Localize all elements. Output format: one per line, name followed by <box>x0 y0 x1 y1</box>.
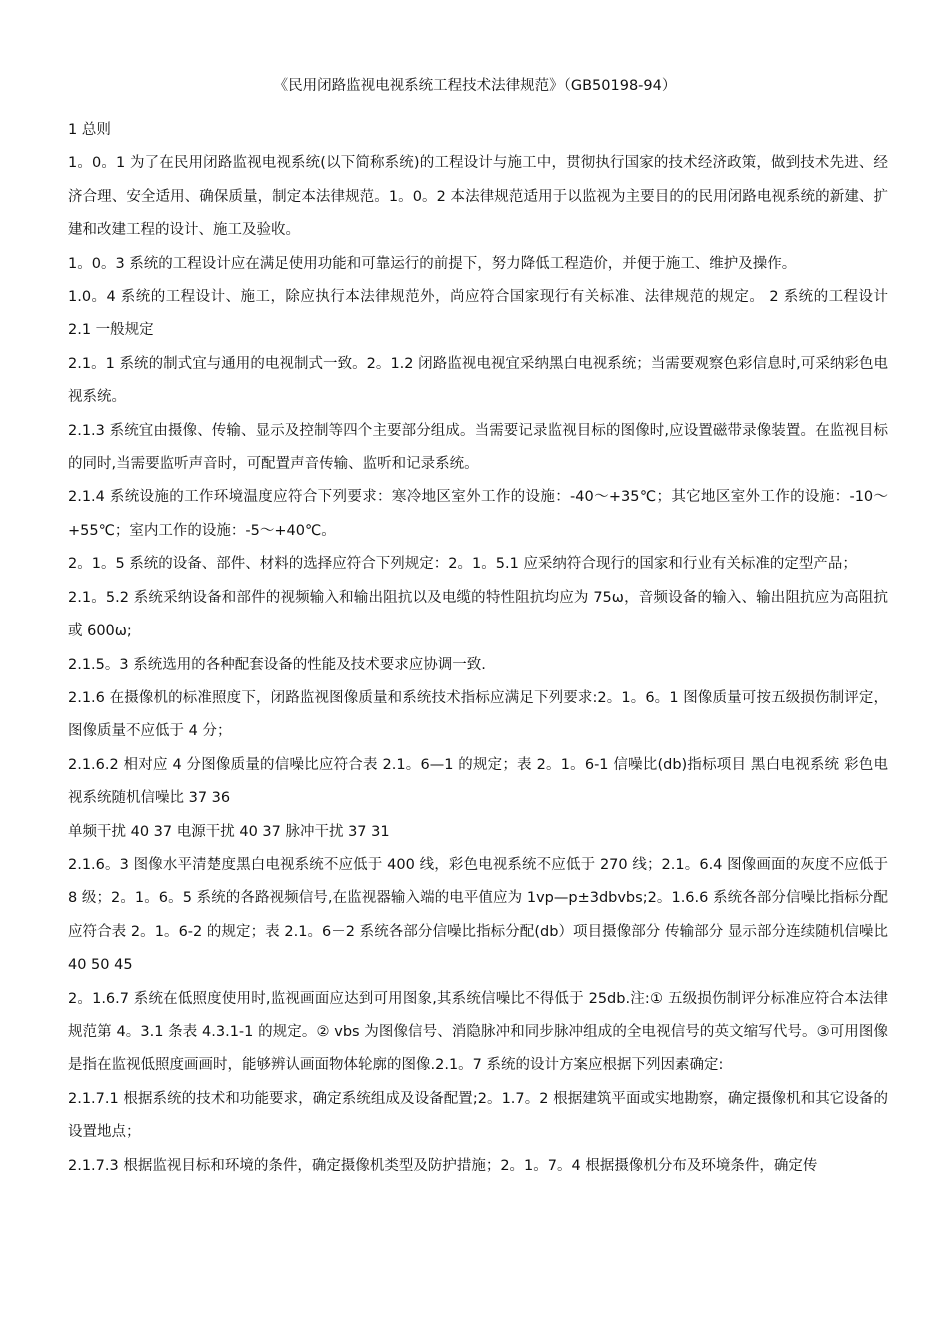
paragraph: 2。1.6.7 系统在低照度使用时,监视画面应达到可用图象,其系统信噪比不得低于 25db.注:① 五级损伤制评分标准应符合本法律规范第 4。3.1 条表 4.3.1-1 的规定。② vbs 为图像信号、消隐脉冲和同步脉冲组成的全电视信号的英文缩写代号。③可用图像是指在监视低照度画画时，能够辨认画面物体轮廓的图像.2.1。7 系统的设计方案应根据下列因素确定: <box>68 990 888 1074</box>
document-title: 《民用闭路监视电视系统工程技术法律规范》（GB50198-94） <box>273 78 677 94</box>
paragraph: 单频干扰 40 37 电源干扰 40 37 脉冲干扰 37 31 <box>68 823 390 840</box>
document-body <box>68 114 888 1183</box>
paragraph: 2.1.6。3 图像水平清楚度黑白电视系统不应低于 400 线，彩色电视系统不应低于 270 线；2.1。6.4 图像画面的灰度不应低于 8 级；2。1。6。5 系统的各路视频信号,在监视器输入端的电平值应为 1vp—p±3dbvbs;2。1.6.6 系统各部分信噪比指标分配应符合表 2。1。6-2 的规定；表 2.1。6－2 系统各部分信噪比指标分配(db）项目摄像部分 传输部分 显示部分连续随机信噪比 40 50 45 <box>68 856 888 974</box>
section-heading: 1 总则 <box>68 122 111 138</box>
paragraph: 2.1.4 系统设施的工作环境温度应符合下列要求：寒冷地区室外工作的设施：-40～+35℃；其它地区室外工作的设施：-10～+55℃；室内工作的设施：-5～+40℃。 <box>68 489 888 539</box>
paragraph: 2.1.7.1 根据系统的技术和功能要求，确定系统组成及设备配置;2。1.7。2 根据建筑平面或实地勘察，确定摄像机和其它设备的设置地点； <box>68 1090 888 1141</box>
paragraph: 2.1.7.3 根据监视目标和环境的条件，确定摄像机类型及防护措施；2。1。7。4 根据摄像机分布及环境条件，确定传 <box>68 1157 818 1174</box>
paragraph: 2.1.5。3 系统选用的各种配套设备的性能及技术要求应协调一致. <box>68 656 486 673</box>
paragraph: 2.1.6.2 相对应 4 分图像质量的信噪比应符合表 2.1。6—1 的规定；表 2。1。6-1 信噪比(db)指标项目 黑白电视系统 彩色电视系统随机信噪比 37 36 <box>68 756 888 807</box>
paragraph: 2.1.6 在摄像机的标准照度下，闭路监视图像质量和系统技术指标应满足下列要求:2。1。6。1 图像质量可按五级损伤制评定，图像质量不应低于 4 分； <box>68 689 888 740</box>
paragraph: 1。0。1 为了在民用闭路监视电视系统(以下简称系统)的工程设计与施工中，贯彻执行国家的技术经济政策，做到技术先进、经济合理、安全适用、确保质量，制定本法律规范。1。0。2 本法律规范适用于以监视为主要目的的民用闭路电视系统的新建、扩建和改建工程的设计、施工及验收。 <box>68 155 888 239</box>
paragraph: 1。0。3 系统的工程设计应在满足使用功能和可靠运行的前提下，努力降低工程造价，并便于施工、维护及操作。 <box>68 255 797 272</box>
paragraph: 2.1。5.2 系统采纳设备和部件的视频输入和输出阻抗以及电缆的特性阻抗均应为 75ω，音频设备的输入、输出阻抗应为高阻抗或 600ω; <box>68 589 888 640</box>
paragraph: 2。1。5 系统的设备、部件、材料的选择应符合下列规定：2。1。5.1 应采纳符合现行的国家和行业有关标准的定型产品； <box>68 556 857 573</box>
paragraph: 2.1.3 系统宜由摄像、传输、显示及控制等四个主要部分组成。当需要记录监视目标的图像时,应设置磁带录像装置。在监视目标的同时,当需要监听声音时，可配置声音传输、监听和记录系统。 <box>68 422 888 473</box>
paragraph: 1.0。4 系统的工程设计、施工，除应执行本法律规范外，尚应符合国家现行有关标准、法律规范的规定。 2 系统的工程设计 2.1 一般规定 <box>68 289 888 339</box>
paragraph: 2.1。1 系统的制式宜与通用的电视制式一致。2。1.2 闭路监视电视宜采纳黑白电视系统；当需要观察色彩信息时,可采纳彩色电视系统。 <box>68 355 888 406</box>
